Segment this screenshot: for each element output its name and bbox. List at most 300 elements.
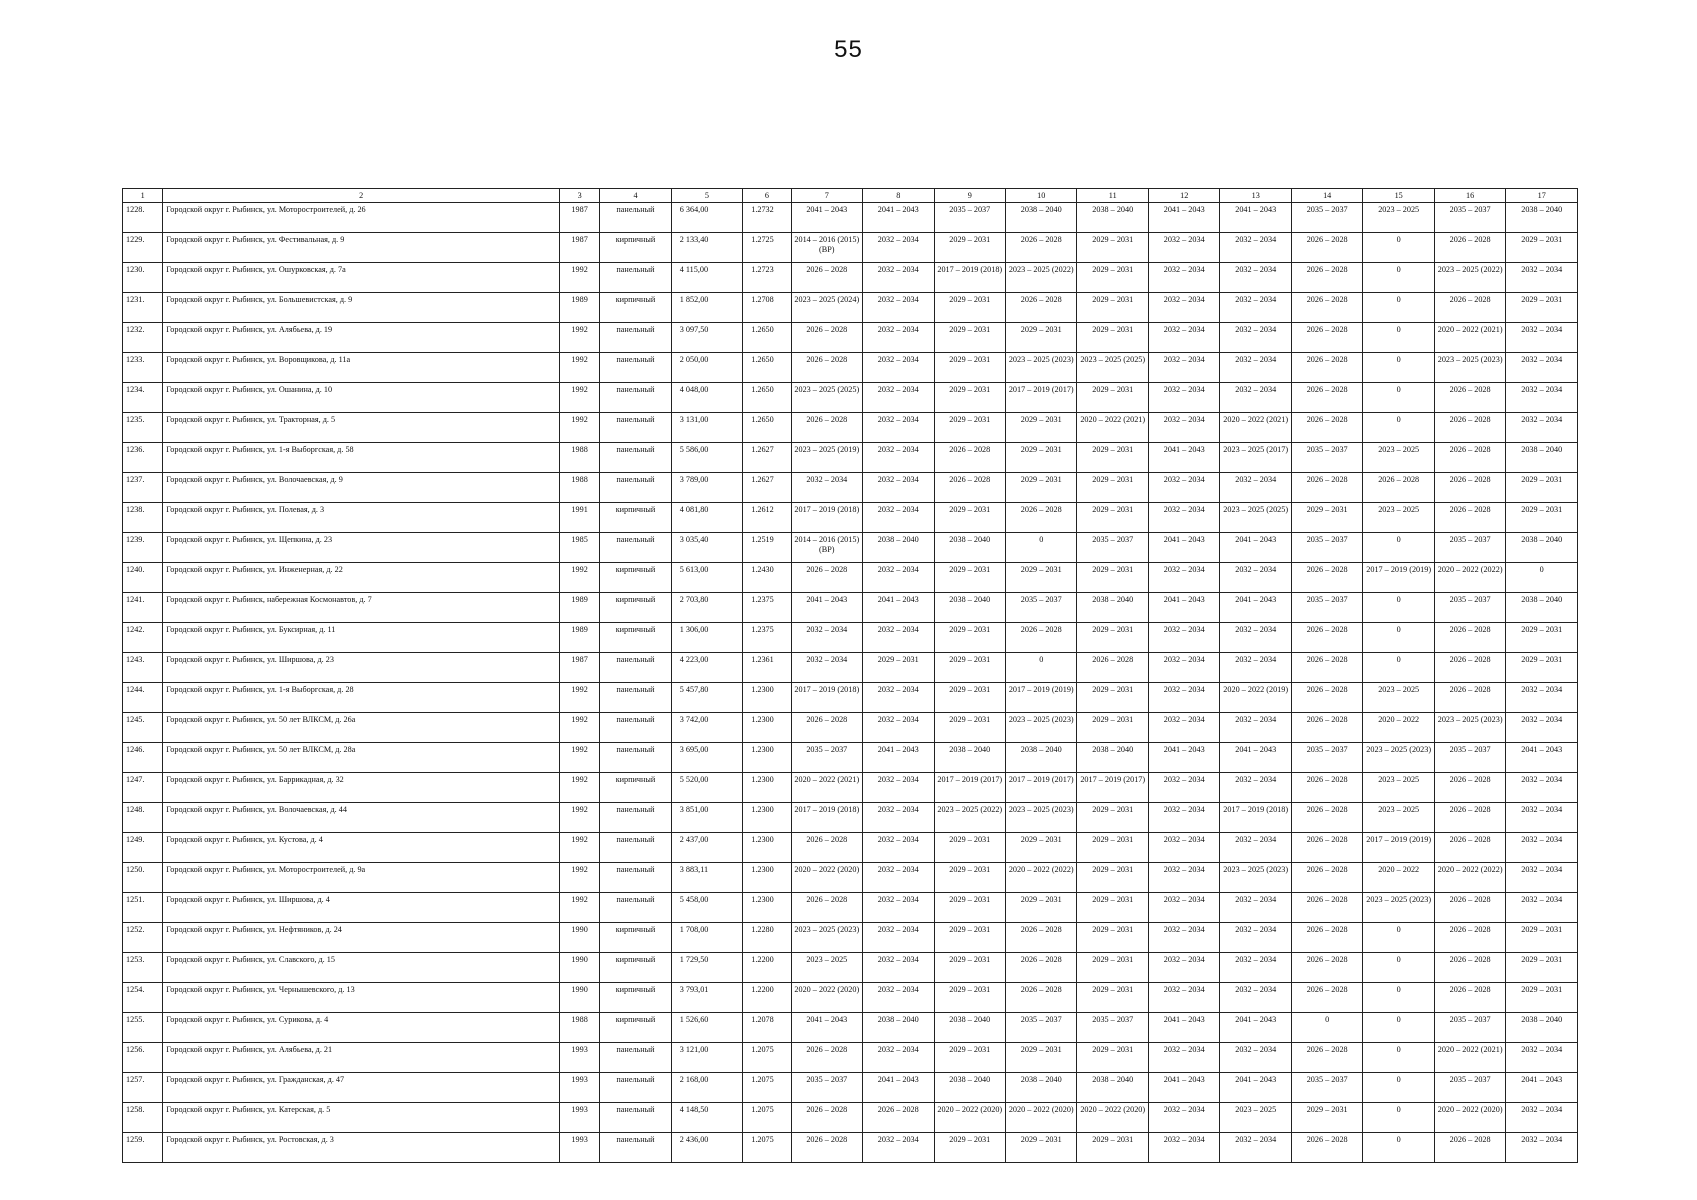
- table-cell-col-7: 2020 – 2022 (2020): [791, 863, 862, 893]
- table-cell-col-16: 2026 – 2028: [1434, 893, 1505, 923]
- table-cell-col-1: 1254.: [123, 983, 163, 1013]
- table-cell-col-5: 1 306,00: [671, 623, 742, 653]
- table-row: [123, 1133, 1578, 1163]
- table-cell-col-16: 2035 – 2037: [1434, 1073, 1505, 1103]
- table-cell-col-11: 2029 – 2031: [1077, 233, 1148, 263]
- table-cell-col-4: кирпичный: [600, 1013, 671, 1043]
- table-cell-col-14: 2035 – 2037: [1291, 743, 1362, 773]
- table-cell-col-13: 2017 – 2019 (2018): [1220, 803, 1291, 833]
- table-row: [123, 623, 1578, 653]
- table-cell-col-15: 0: [1363, 953, 1434, 983]
- table-cell-col-16: 2026 – 2028: [1434, 473, 1505, 503]
- table-cell-col-16: 2026 – 2028: [1434, 293, 1505, 323]
- table-cell-col-2: Городской округ г. Рыбинск, ул. Славского, д. 15: [163, 953, 560, 983]
- table-cell-col-2: Городской округ г. Рыбинск, ул. Моторостроителей, д. 26: [163, 203, 560, 233]
- table-cell-col-16: 2026 – 2028: [1434, 413, 1505, 443]
- table-cell-col-16: 2026 – 2028: [1434, 653, 1505, 683]
- table-cell-col-15: 0: [1363, 623, 1434, 653]
- table-cell-col-7: 2026 – 2028: [791, 263, 862, 293]
- table-cell-col-7: 2026 – 2028: [791, 353, 862, 383]
- table-cell-col-1: 1253.: [123, 953, 163, 983]
- table-cell-col-13: 2041 – 2043: [1220, 743, 1291, 773]
- table-cell-col-12: 2032 – 2034: [1148, 833, 1219, 863]
- table-cell-col-5: 3 695,00: [671, 743, 742, 773]
- table-row: [123, 833, 1578, 863]
- table-cell-col-17: 2032 – 2034: [1506, 353, 1578, 383]
- table-cell-col-7: 2023 – 2025 (2019): [791, 443, 862, 473]
- table-cell-col-16: 2026 – 2028: [1434, 683, 1505, 713]
- table-cell-col-17: 2032 – 2034: [1506, 713, 1578, 743]
- table-cell-col-6: 1.2650: [743, 383, 791, 413]
- table-cell-col-2: Городской округ г. Рыбинск, ул. Полевая, д. 3: [163, 503, 560, 533]
- table-cell-col-1: 1240.: [123, 563, 163, 593]
- table-cell-col-4: кирпичный: [600, 293, 671, 323]
- table-cell-col-17: 2032 – 2034: [1506, 383, 1578, 413]
- table-cell-col-17: 2029 – 2031: [1506, 953, 1578, 983]
- table-cell-col-7: 2035 – 2037: [791, 1073, 862, 1103]
- table-cell-col-6: 1.2075: [743, 1073, 791, 1103]
- table-cell-col-11: 2029 – 2031: [1077, 683, 1148, 713]
- table-cell-col-6: 1.2300: [743, 713, 791, 743]
- column-header-1: 1: [123, 189, 163, 203]
- table-cell-col-16: 2026 – 2028: [1434, 1133, 1505, 1163]
- table-cell-col-6: 1.2519: [743, 533, 791, 563]
- table-cell-col-9: 2029 – 2031: [934, 983, 1005, 1013]
- table-row: [123, 203, 1578, 233]
- table-cell-col-3: 1989: [559, 623, 599, 653]
- table-cell-col-2: Городской округ г. Рыбинск, ул. Моторостроителей, д. 9а: [163, 863, 560, 893]
- table-cell-col-11: 2029 – 2031: [1077, 563, 1148, 593]
- table-cell-col-9: 2029 – 2031: [934, 503, 1005, 533]
- table-cell-col-4: панельный: [600, 1103, 671, 1133]
- table-cell-col-9: 2038 – 2040: [934, 1073, 1005, 1103]
- table-cell-col-15: 2026 – 2028: [1363, 473, 1434, 503]
- table-cell-col-11: 2029 – 2031: [1077, 503, 1148, 533]
- table-cell-col-9: 2029 – 2031: [934, 1133, 1005, 1163]
- table-cell-col-1: 1243.: [123, 653, 163, 683]
- table-cell-col-14: 2026 – 2028: [1291, 893, 1362, 923]
- table-cell-col-12: 2032 – 2034: [1148, 383, 1219, 413]
- table-row: [123, 503, 1578, 533]
- table-cell-col-17: 2032 – 2034: [1506, 683, 1578, 713]
- table-cell-col-17: 2032 – 2034: [1506, 833, 1578, 863]
- table-cell-col-4: кирпичный: [600, 563, 671, 593]
- table-cell-col-12: 2032 – 2034: [1148, 1043, 1219, 1073]
- table-cell-col-15: 0: [1363, 653, 1434, 683]
- table-cell-col-16: 2026 – 2028: [1434, 953, 1505, 983]
- table-cell-col-4: панельный: [600, 263, 671, 293]
- table-cell-col-10: 2026 – 2028: [1006, 233, 1077, 263]
- table-cell-col-15: 2023 – 2025: [1363, 203, 1434, 233]
- table-cell-col-4: кирпичный: [600, 233, 671, 263]
- table-cell-col-5: 5 458,00: [671, 893, 742, 923]
- table-cell-col-10: 2038 – 2040: [1006, 743, 1077, 773]
- table-cell-col-8: 2032 – 2034: [863, 233, 934, 263]
- table-cell-col-2: Городской округ г. Рыбинск, ул. Ошурковская, д. 7а: [163, 263, 560, 293]
- table-cell-col-3: 1992: [559, 773, 599, 803]
- table-cell-col-10: 2035 – 2037: [1006, 593, 1077, 623]
- table-cell-col-15: 0: [1363, 1133, 1434, 1163]
- column-header-6: 6: [743, 189, 791, 203]
- table-cell-col-8: 2032 – 2034: [863, 833, 934, 863]
- table-cell-col-3: 1985: [559, 533, 599, 563]
- table-cell-col-8: 2029 – 2031: [863, 653, 934, 683]
- table-cell-col-6: 1.2650: [743, 353, 791, 383]
- table-cell-col-5: 3 131,00: [671, 413, 742, 443]
- table-cell-col-13: 2032 – 2034: [1220, 1133, 1291, 1163]
- table-cell-col-17: 2029 – 2031: [1506, 233, 1578, 263]
- table-cell-col-8: 2032 – 2034: [863, 473, 934, 503]
- table-cell-col-15: 0: [1363, 1103, 1434, 1133]
- table-cell-col-3: 1993: [559, 1073, 599, 1103]
- column-header-5: 5: [671, 189, 742, 203]
- table-cell-col-13: 2032 – 2034: [1220, 1043, 1291, 1073]
- table-cell-col-12: 2032 – 2034: [1148, 863, 1219, 893]
- table-cell-col-16: 2026 – 2028: [1434, 923, 1505, 953]
- table-cell-col-11: 2029 – 2031: [1077, 893, 1148, 923]
- page-number: 55: [834, 36, 863, 63]
- table-cell-col-5: 1 708,00: [671, 923, 742, 953]
- table-cell-col-17: 0: [1506, 563, 1578, 593]
- table-cell-col-4: панельный: [600, 803, 671, 833]
- table-cell-col-16: 2026 – 2028: [1434, 833, 1505, 863]
- table-cell-col-11: 2029 – 2031: [1077, 293, 1148, 323]
- column-header-4: 4: [600, 189, 671, 203]
- table-cell-col-5: 4 081,80: [671, 503, 742, 533]
- table-cell-col-12: 2041 – 2043: [1148, 443, 1219, 473]
- table-cell-col-2: Городской округ г. Рыбинск, ул. 50 лет ВЛКСМ, д. 26а: [163, 713, 560, 743]
- table-cell-col-14: 2026 – 2028: [1291, 383, 1362, 413]
- table-cell-col-13: 2041 – 2043: [1220, 203, 1291, 233]
- table-cell-col-11: 2029 – 2031: [1077, 803, 1148, 833]
- table-cell-col-4: панельный: [600, 743, 671, 773]
- table-cell-col-11: 2029 – 2031: [1077, 953, 1148, 983]
- table-cell-col-9: 2035 – 2037: [934, 203, 1005, 233]
- table-row: [123, 383, 1578, 413]
- table-cell-col-17: 2041 – 2043: [1506, 743, 1578, 773]
- table-row: [123, 983, 1578, 1013]
- table-cell-col-6: 1.2075: [743, 1103, 791, 1133]
- table-cell-col-3: 1992: [559, 893, 599, 923]
- table-cell-col-9: 2029 – 2031: [934, 1043, 1005, 1073]
- table-cell-col-12: 2041 – 2043: [1148, 593, 1219, 623]
- table-cell-col-8: 2032 – 2034: [863, 443, 934, 473]
- table-cell-col-6: 1.2723: [743, 263, 791, 293]
- table-cell-col-12: 2032 – 2034: [1148, 563, 1219, 593]
- table-cell-col-14: 2026 – 2028: [1291, 983, 1362, 1013]
- table-cell-col-5: 5 586,00: [671, 443, 742, 473]
- table-cell-col-11: 2029 – 2031: [1077, 1133, 1148, 1163]
- table-cell-col-14: 2035 – 2037: [1291, 1073, 1362, 1103]
- table-cell-col-6: 1.2650: [743, 413, 791, 443]
- table-cell-col-8: 2032 – 2034: [863, 953, 934, 983]
- table-cell-col-9: 2029 – 2031: [934, 833, 1005, 863]
- table-cell-col-12: 2032 – 2034: [1148, 653, 1219, 683]
- table-cell-col-11: 2026 – 2028: [1077, 653, 1148, 683]
- table-body: [123, 203, 1578, 1163]
- table-cell-col-12: 2041 – 2043: [1148, 1073, 1219, 1103]
- table-cell-col-16: 2020 – 2022 (2021): [1434, 323, 1505, 353]
- table-cell-col-6: 1.2650: [743, 323, 791, 353]
- table-cell-col-14: 2026 – 2028: [1291, 263, 1362, 293]
- table-cell-col-15: 2023 – 2025: [1363, 683, 1434, 713]
- table-cell-col-10: 2035 – 2037: [1006, 1013, 1077, 1043]
- table-cell-col-10: 2026 – 2028: [1006, 953, 1077, 983]
- table-cell-col-15: 0: [1363, 323, 1434, 353]
- column-header-17: 17: [1506, 189, 1578, 203]
- table-cell-col-13: 2032 – 2034: [1220, 713, 1291, 743]
- table-cell-col-8: 2032 – 2034: [863, 1043, 934, 1073]
- table-cell-col-10: 2026 – 2028: [1006, 623, 1077, 653]
- table-cell-col-5: 3 851,00: [671, 803, 742, 833]
- table-cell-col-1: 1234.: [123, 383, 163, 413]
- table-cell-col-16: 2026 – 2028: [1434, 623, 1505, 653]
- table-row: [123, 293, 1578, 323]
- table-cell-col-2: Городской округ г. Рыбинск, ул. Буксирная, д. 11: [163, 623, 560, 653]
- table-cell-col-2: Городской округ г. Рыбинск, ул. Баррикадная, д. 32: [163, 773, 560, 803]
- table-cell-col-2: Городской округ г. Рыбинск, ул. Алябьева, д. 21: [163, 1043, 560, 1073]
- table-cell-col-9: 2017 – 2019 (2017): [934, 773, 1005, 803]
- table-cell-col-16: 2026 – 2028: [1434, 443, 1505, 473]
- table-cell-col-12: 2032 – 2034: [1148, 893, 1219, 923]
- table-cell-col-17: 2029 – 2031: [1506, 503, 1578, 533]
- table-cell-col-2: Городской округ г. Рыбинск, ул. Сурикова, д. 4: [163, 1013, 560, 1043]
- table-cell-col-8: 2032 – 2034: [863, 623, 934, 653]
- column-header-14: 14: [1291, 189, 1362, 203]
- table-cell-col-4: кирпичный: [600, 503, 671, 533]
- table-cell-col-4: панельный: [600, 443, 671, 473]
- table-cell-col-5: 6 364,00: [671, 203, 742, 233]
- table-cell-col-4: кирпичный: [600, 983, 671, 1013]
- table-cell-col-7: 2026 – 2028: [791, 323, 862, 353]
- table-cell-col-9: 2029 – 2031: [934, 383, 1005, 413]
- table-cell-col-15: 2020 – 2022: [1363, 863, 1434, 893]
- table-cell-col-10: 0: [1006, 653, 1077, 683]
- table-cell-col-3: 1992: [559, 323, 599, 353]
- table-row: [123, 233, 1578, 263]
- table-cell-col-10: 2038 – 2040: [1006, 203, 1077, 233]
- table-cell-col-8: 2041 – 2043: [863, 593, 934, 623]
- table-cell-col-11: 2017 – 2019 (2017): [1077, 773, 1148, 803]
- table-cell-col-17: 2029 – 2031: [1506, 293, 1578, 323]
- table-cell-col-5: 5 613,00: [671, 563, 742, 593]
- table-cell-col-5: 4 148,50: [671, 1103, 742, 1133]
- table-cell-col-12: 2032 – 2034: [1148, 803, 1219, 833]
- table-cell-col-5: 1 852,00: [671, 293, 742, 323]
- table-cell-col-8: 2032 – 2034: [863, 323, 934, 353]
- table-cell-col-4: панельный: [600, 893, 671, 923]
- table-cell-col-17: 2038 – 2040: [1506, 203, 1578, 233]
- table-cell-col-11: 2029 – 2031: [1077, 623, 1148, 653]
- table-cell-col-5: 2 050,00: [671, 353, 742, 383]
- table-cell-col-12: 2032 – 2034: [1148, 413, 1219, 443]
- table-row: [123, 713, 1578, 743]
- table-cell-col-12: 2032 – 2034: [1148, 293, 1219, 323]
- table-cell-col-8: 2038 – 2040: [863, 533, 934, 563]
- table-cell-col-14: 2026 – 2028: [1291, 923, 1362, 953]
- table-cell-col-7: 2014 – 2016 (2015)(ВР): [791, 233, 862, 263]
- table-cell-col-13: 2020 – 2022 (2021): [1220, 413, 1291, 443]
- table-cell-col-13: 2041 – 2043: [1220, 1073, 1291, 1103]
- table-cell-col-8: 2032 – 2034: [863, 893, 934, 923]
- table-cell-col-13: 2023 – 2025 (2017): [1220, 443, 1291, 473]
- table-cell-col-4: кирпичный: [600, 623, 671, 653]
- table-cell-col-16: 2035 – 2037: [1434, 203, 1505, 233]
- table-cell-col-11: 2020 – 2022 (2021): [1077, 413, 1148, 443]
- table-cell-col-3: 1989: [559, 593, 599, 623]
- table-cell-col-16: 2026 – 2028: [1434, 773, 1505, 803]
- table-cell-col-8: 2032 – 2034: [863, 803, 934, 833]
- table-cell-col-9: 2029 – 2031: [934, 353, 1005, 383]
- table-cell-col-7: 2026 – 2028: [791, 1043, 862, 1073]
- table-cell-col-8: 2032 – 2034: [863, 713, 934, 743]
- table-cell-col-1: 1242.: [123, 623, 163, 653]
- table-cell-col-17: 2032 – 2034: [1506, 1043, 1578, 1073]
- table-cell-col-14: 2026 – 2028: [1291, 563, 1362, 593]
- table-cell-col-15: 0: [1363, 233, 1434, 263]
- table-cell-col-6: 1.2078: [743, 1013, 791, 1043]
- table-cell-col-2: Городской округ г. Рыбинск, набережная Космонавтов, д. 7: [163, 593, 560, 623]
- table-cell-col-7: 2017 – 2019 (2018): [791, 503, 862, 533]
- table-cell-col-10: 2017 – 2019 (2017): [1006, 383, 1077, 413]
- table-cell-col-10: 2017 – 2019 (2019): [1006, 683, 1077, 713]
- table-cell-col-10: 2023 – 2025 (2023): [1006, 713, 1077, 743]
- table-cell-col-15: 2023 – 2025: [1363, 803, 1434, 833]
- table-cell-col-11: 2029 – 2031: [1077, 473, 1148, 503]
- table-cell-col-12: 2041 – 2043: [1148, 743, 1219, 773]
- table-cell-col-6: 1.2200: [743, 983, 791, 1013]
- column-header-2: 2: [163, 189, 560, 203]
- table-cell-col-1: 1245.: [123, 713, 163, 743]
- table-cell-col-7: 2026 – 2028: [791, 1133, 862, 1163]
- table-cell-col-8: 2041 – 2043: [863, 743, 934, 773]
- table-cell-col-1: 1257.: [123, 1073, 163, 1103]
- table-cell-col-3: 1992: [559, 833, 599, 863]
- table-cell-col-1: 1229.: [123, 233, 163, 263]
- table-cell-col-3: 1991: [559, 503, 599, 533]
- table-cell-col-17: 2029 – 2031: [1506, 623, 1578, 653]
- table-cell-col-1: 1256.: [123, 1043, 163, 1073]
- table-cell-col-14: 2026 – 2028: [1291, 833, 1362, 863]
- table-cell-col-2: Городской округ г. Рыбинск, ул. Кустова, д. 4: [163, 833, 560, 863]
- table-cell-col-10: 2026 – 2028: [1006, 503, 1077, 533]
- table-cell-col-7: 2026 – 2028: [791, 833, 862, 863]
- table-cell-col-5: 3 789,00: [671, 473, 742, 503]
- table-cell-col-11: 2029 – 2031: [1077, 983, 1148, 1013]
- table-cell-col-14: 2026 – 2028: [1291, 683, 1362, 713]
- table-cell-col-3: 1993: [559, 1133, 599, 1163]
- table-cell-col-1: 1236.: [123, 443, 163, 473]
- table-cell-col-8: 2032 – 2034: [863, 923, 934, 953]
- table-cell-col-17: 2029 – 2031: [1506, 473, 1578, 503]
- table-cell-col-15: 0: [1363, 1013, 1434, 1043]
- table-cell-col-4: панельный: [600, 383, 671, 413]
- table-cell-col-2: Городской округ г. Рыбинск, ул. Катерская, д. 5: [163, 1103, 560, 1133]
- table-cell-col-4: панельный: [600, 1043, 671, 1073]
- table-row: [123, 263, 1578, 293]
- table-cell-col-9: 2029 – 2031: [934, 653, 1005, 683]
- table-cell-col-3: 1993: [559, 1043, 599, 1073]
- table-cell-col-14: 2035 – 2037: [1291, 533, 1362, 563]
- table-cell-col-11: 2038 – 2040: [1077, 203, 1148, 233]
- table-cell-col-14: 2026 – 2028: [1291, 653, 1362, 683]
- table-cell-col-8: 2032 – 2034: [863, 863, 934, 893]
- table-cell-col-12: 2032 – 2034: [1148, 323, 1219, 353]
- table-cell-col-13: 2032 – 2034: [1220, 473, 1291, 503]
- table-cell-col-3: 1992: [559, 803, 599, 833]
- table-cell-col-6: 1.2708: [743, 293, 791, 323]
- repair-schedule-table-wrapper: [122, 188, 1578, 1163]
- table-cell-col-16: 2023 – 2025 (2023): [1434, 713, 1505, 743]
- column-header-3: 3: [559, 189, 599, 203]
- table-cell-col-10: 2029 – 2031: [1006, 833, 1077, 863]
- table-cell-col-8: 2041 – 2043: [863, 203, 934, 233]
- column-header-15: 15: [1363, 189, 1434, 203]
- column-number-row: [123, 189, 1578, 203]
- table-cell-col-16: 2026 – 2028: [1434, 803, 1505, 833]
- table-cell-col-12: 2032 – 2034: [1148, 263, 1219, 293]
- table-cell-col-2: Городской округ г. Рыбинск, ул. Волочаевская, д. 9: [163, 473, 560, 503]
- table-cell-col-5: 4 223,00: [671, 653, 742, 683]
- table-cell-col-7: 2014 – 2016 (2015)(ВР): [791, 533, 862, 563]
- table-row: [123, 743, 1578, 773]
- table-cell-col-11: 2038 – 2040: [1077, 1073, 1148, 1103]
- table-cell-col-4: кирпичный: [600, 923, 671, 953]
- table-cell-col-3: 1993: [559, 1103, 599, 1133]
- table-cell-col-12: 2032 – 2034: [1148, 983, 1219, 1013]
- table-cell-col-15: 0: [1363, 1073, 1434, 1103]
- table-cell-col-14: 2026 – 2028: [1291, 953, 1362, 983]
- table-cell-col-12: 2032 – 2034: [1148, 713, 1219, 743]
- table-cell-col-8: 2032 – 2034: [863, 263, 934, 293]
- table-cell-col-10: 2023 – 2025 (2023): [1006, 803, 1077, 833]
- table-cell-col-1: 1239.: [123, 533, 163, 563]
- table-cell-col-17: 2032 – 2034: [1506, 803, 1578, 833]
- table-cell-col-7: 2017 – 2019 (2018): [791, 683, 862, 713]
- table-cell-col-17: 2029 – 2031: [1506, 923, 1578, 953]
- table-cell-col-2: Городской округ г. Рыбинск, ул. Щепкина, д. 23: [163, 533, 560, 563]
- table-cell-col-12: 2032 – 2034: [1148, 773, 1219, 803]
- table-cell-col-7: 2020 – 2022 (2021): [791, 773, 862, 803]
- table-cell-col-2: Городской округ г. Рыбинск, ул. Тракторная, д. 5: [163, 413, 560, 443]
- table-cell-col-11: 2029 – 2031: [1077, 833, 1148, 863]
- table-cell-col-13: 2041 – 2043: [1220, 1013, 1291, 1043]
- table-cell-col-8: 2032 – 2034: [863, 563, 934, 593]
- table-cell-col-10: 2029 – 2031: [1006, 563, 1077, 593]
- column-header-10: 10: [1006, 189, 1077, 203]
- table-cell-col-17: 2032 – 2034: [1506, 413, 1578, 443]
- table-cell-col-15: 2023 – 2025 (2023): [1363, 743, 1434, 773]
- table-cell-col-13: 2023 – 2025 (2025): [1220, 503, 1291, 533]
- table-cell-col-2: Городской округ г. Рыбинск, ул. Ширшова, д. 23: [163, 653, 560, 683]
- table-cell-col-13: 2023 – 2025 (2023): [1220, 863, 1291, 893]
- table-cell-col-16: 2035 – 2037: [1434, 743, 1505, 773]
- table-cell-col-14: 2026 – 2028: [1291, 473, 1362, 503]
- table-cell-col-10: 2020 – 2022 (2020): [1006, 1103, 1077, 1133]
- table-cell-col-4: панельный: [600, 1073, 671, 1103]
- table-cell-col-5: 2 133,40: [671, 233, 742, 263]
- table-cell-col-4: панельный: [600, 413, 671, 443]
- table-cell-col-7: 2026 – 2028: [791, 563, 862, 593]
- table-cell-col-1: 1237.: [123, 473, 163, 503]
- table-cell-col-17: 2032 – 2034: [1506, 1103, 1578, 1133]
- table-cell-col-9: 2038 – 2040: [934, 1013, 1005, 1043]
- table-cell-col-4: панельный: [600, 653, 671, 683]
- table-row: [123, 473, 1578, 503]
- table-cell-col-5: 2 703,80: [671, 593, 742, 623]
- table-cell-col-13: 2032 – 2034: [1220, 383, 1291, 413]
- table-cell-col-5: 1 526,60: [671, 1013, 742, 1043]
